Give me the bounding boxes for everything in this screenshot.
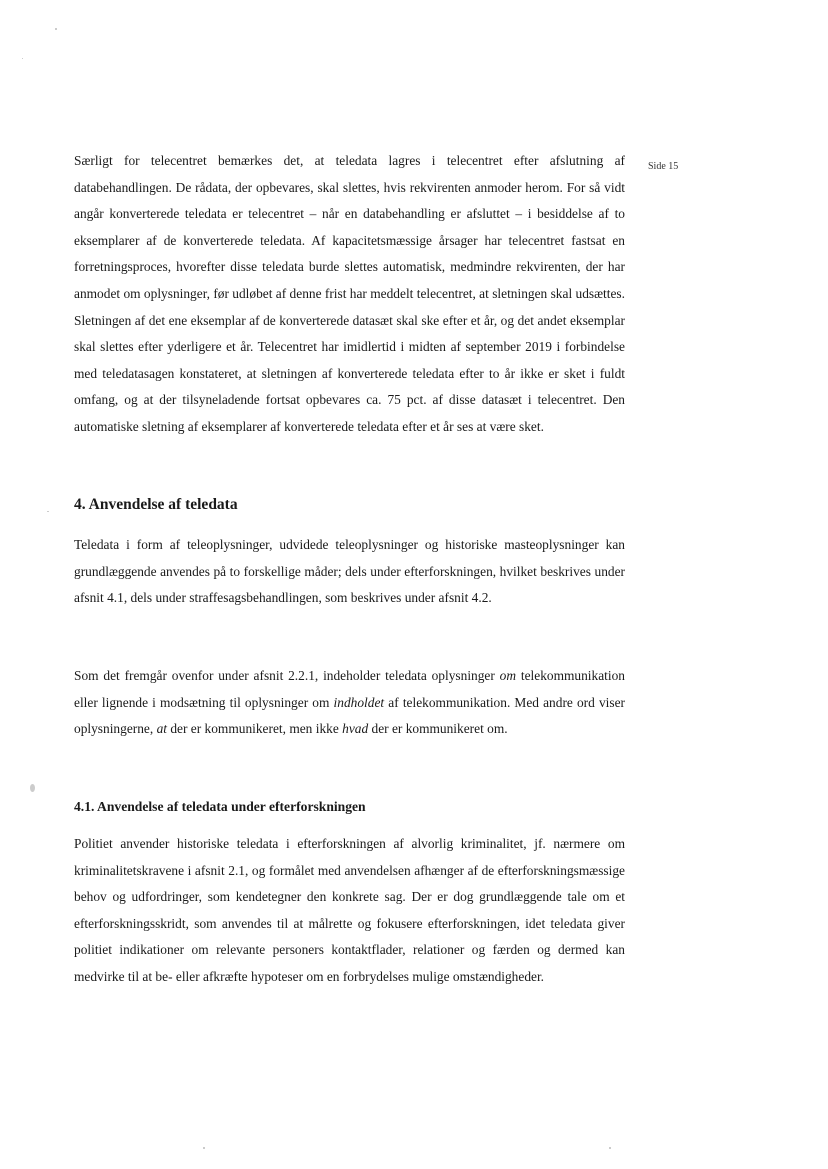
scan-speck: [203, 1147, 205, 1149]
scan-speck: [55, 28, 57, 30]
section-heading-4-1: 4.1. Anvendelse af teledata under efterforskningen: [74, 799, 366, 814]
paragraph-investigation-usage: Politiet anvender historiske teledata i efterforskningen af alvorlig kriminalitet, jf. nærmere om kriminalitetskravene i afsnit 2.1, og formålet med anvendelsen afhænger af de efterforskningsmæssige behov og udfordringer, som kendetegner den konkrete sag. Der er dog grundlæggende tale om et efterforskningsskridt, som anvendes til at målrette og fokusere efterforskningen, idet teledata giver politiet indikationer om relevante personers kontaktflader, relationer og færden og dermed kan medvirke til at be- eller afkræfte hypoteser om en forbrydelses mulige omstændigheder.: [74, 836, 625, 984]
scan-speck: [609, 1147, 611, 1149]
scan-speck: [47, 511, 49, 512]
scan-speck: [22, 58, 23, 59]
paragraph-usage-intro: Teledata i form af teleoplysninger, udvidede teleoplysninger og historiske masteoplysninger kan grundlæggende anvendes på to forskellige måder; dels under efterforskningen, hvilket beskrives under afsnit 4.1, dels under straffesagsbehandlingen, som beskrives under afsnit 4.2.: [74, 537, 625, 606]
page-number-label: Side 15: [648, 161, 679, 172]
emphasis-om: om: [499, 668, 517, 683]
paragraph-teledata-content: Som det fremgår ovenfor under afsnit 2.2.1, indeholder teledata oplysninger om telekommunikation eller lignende i modsætning til oplysninger om indholdet af telekommunikation. Med andre ord viser oplysningerne, at der er kommunikeret, men ikke hvad der er kommunikeret om.: [74, 668, 626, 737]
section-heading-4: 4. Anvendelse af teledata: [74, 496, 238, 513]
emphasis-hvad: hvad: [342, 721, 369, 737]
emphasis-at: at: [156, 721, 167, 737]
paragraph-telecenter-deletion: Særligt for telecentret bemærkes det, at teledata lagres i telecentret efter afslutning af databehandlingen. De rådata, der opbevares, skal slettes, hvis rekvirenten anmoder herom. For så vidt angår konverterede teledata er telecentret – når en databehandling er afsluttet – i besiddelse af to eksemplarer af de konverterede teledata. Af kapacitetsmæssige årsager har telecentret fastsat en forretningsproces, hvorefter disse teledata burde slettes automatisk, medmindre rekvirenten, der har anmodet om oplysninger, før udløbet af denne frist har meddelt telecentret, at sletningen skal udsættes. Sletningen af det ene eksemplar af de konverterede datasæt skal ske efter et år, og det andet eksemplar skal slettes efter yderligere et år. Telecentret har imidlertid i midten af september 2019 i forbindelse med teledatasagen konstateret, at sletningen af konverterede teledata efter to år ikke er sket i fuldt omfang, og at der tilsyneladende fortsat opbevares ca. 75 pct. af disse datasæt i telecentret. Den automatiske sletning af eksemplarer af konverterede teledata efter et år ses at være sket.: [74, 153, 625, 434]
emphasis-indholdet: indholdet: [333, 694, 385, 710]
scan-speck: [30, 784, 35, 792]
